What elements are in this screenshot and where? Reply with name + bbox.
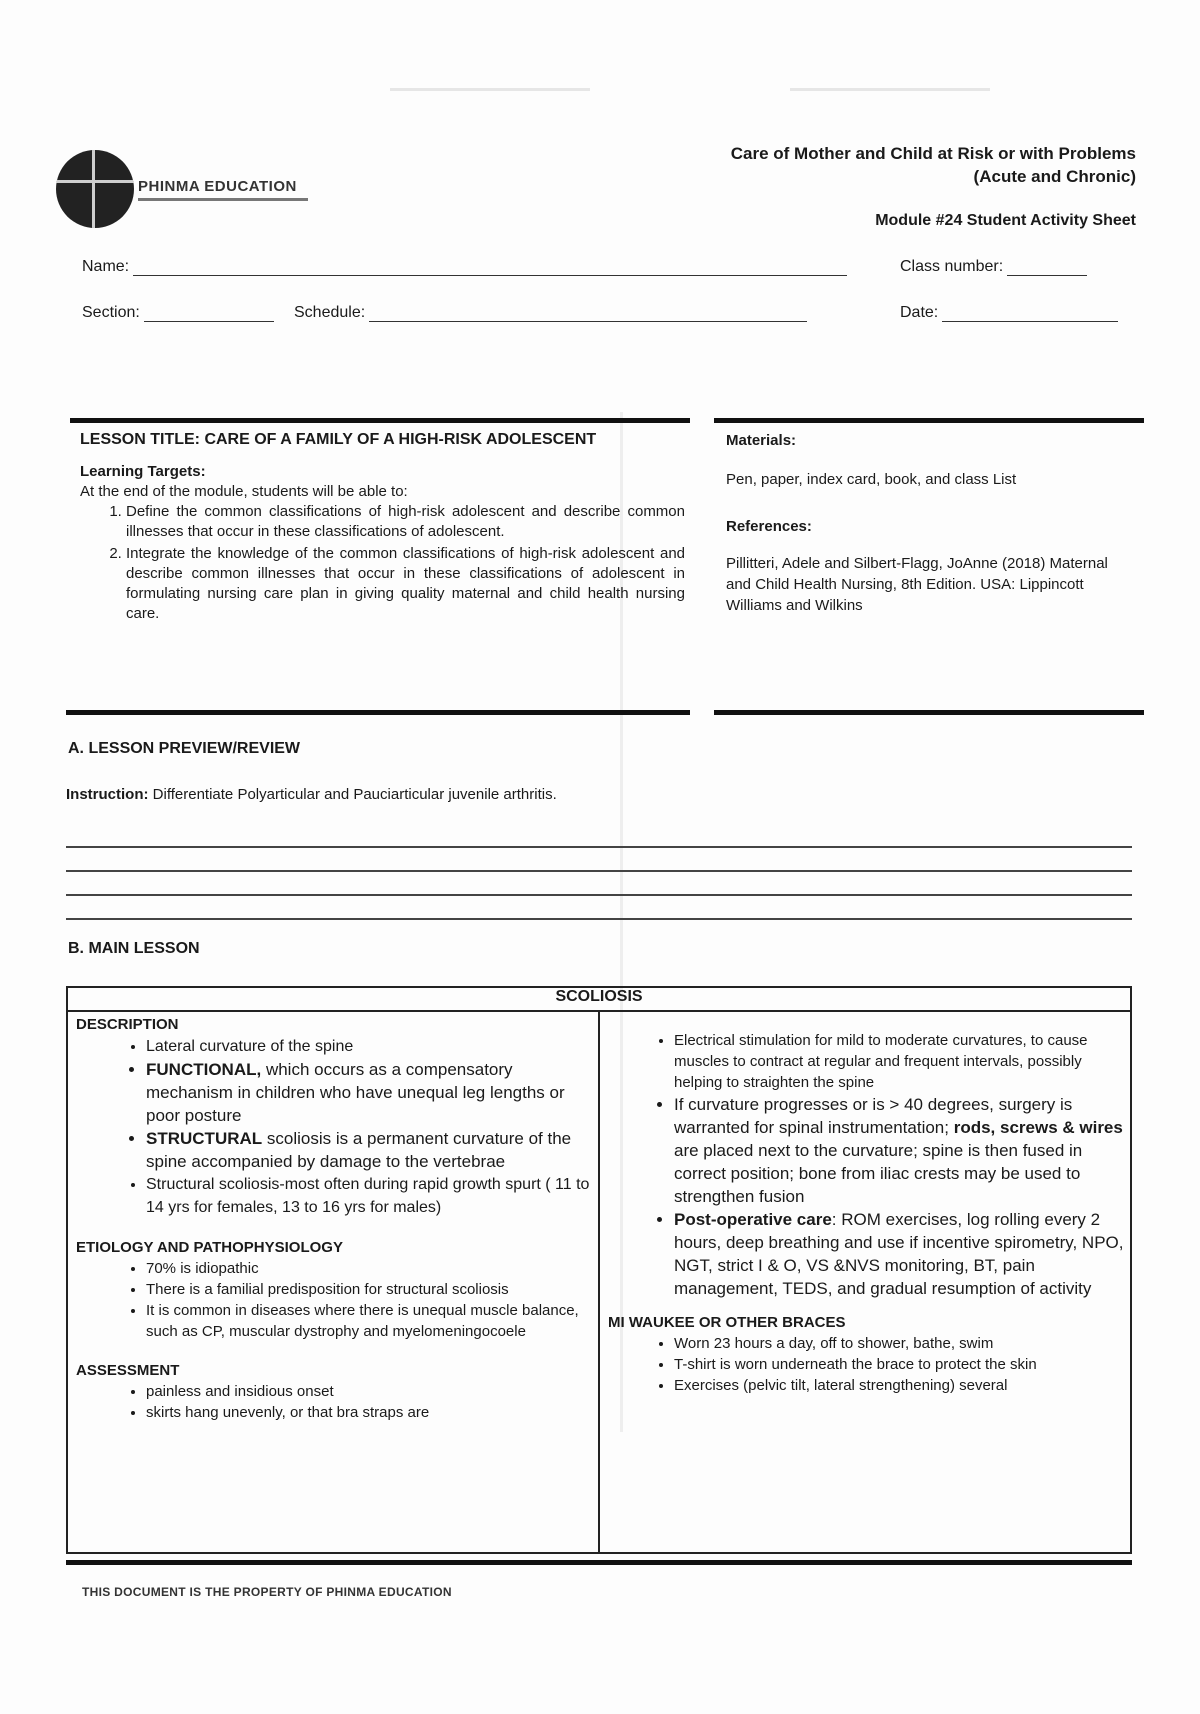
description-list [68,1035,598,1219]
materials-box [726,430,1132,616]
braces-heading: MI WAUKEE OR OTHER BRACES [608,1314,846,1331]
instruction-label: Instruction: [66,786,149,803]
treatment-item: • Post-operative care: ROM exercises, log rolling every 2 hours, deep breathing and use if incentive spirometry, NPO, NGT, strict I & O, VS &NVS monitoring, BT, pain management, TEDS, and gradual resumption of activity [674,1208,1130,1300]
section-b-heading: B. MAIN LESSON [68,940,200,957]
learning-targets-heading: Learning Targets: [80,463,206,480]
schedule-line[interactable] [369,305,807,322]
description-item: • Structural scoliosis-most often during rapid growth spurt ( 11 to 14 yrs for females, 13 to 16 yrs for males) [146,1173,598,1219]
scoliosis-table [66,986,1132,1554]
section-line[interactable] [144,305,274,322]
etiology-list [68,1258,598,1342]
logo-emblem-icon [56,150,134,228]
lesson-title: LESSON TITLE: CARE OF A FAMILY OF A HIGH-RISK ADOLESCENT [80,431,597,448]
braces-list [600,1333,1130,1396]
assessment-heading: ASSESSMENT [76,1362,180,1379]
lesson-top-rule [70,418,690,423]
learning-target-item: 1. Define the common classifications of high-risk adolescent and describe common illnesses that occur in these classifications of adolescent. [126,502,685,542]
braces-item: • Exercises (pelvic tilt, lateral strengthening) several [674,1375,1130,1396]
footer-text: THIS DOCUMENT IS THE PROPERTY OF PHINMA EDUCATION [82,1585,452,1599]
materials-text: Pen, paper, index card, book, and class List [726,471,1017,488]
assessment-list [68,1381,598,1423]
materials-bottom-rule [714,710,1144,715]
learning-target-item: 2. Integrate the knowledge of the common classifications of high-risk adolescent and describe common illnesses that occur in these classifications of adolescent in formulating nursing care plan in giving quality maternal and child health nursing care. [126,544,685,624]
treatment-item: • Electrical stimulation for mild to moderate curvatures, to cause muscles to contract at regular and frequent intervals, possibly helping to straighten the spine [674,1030,1130,1093]
logo-subline [138,198,308,201]
phinma-logo [56,150,336,230]
date-line[interactable] [942,305,1118,322]
description-item: • STRUCTURAL scoliosis is a permanent curvature of the spine accompanied by damage to the vertebrae [146,1127,598,1173]
schedule-label: Schedule: [294,304,366,321]
schedule-field[interactable] [294,304,807,322]
description-item: • Lateral curvature of the spine [146,1035,598,1058]
class-number-field[interactable] [900,258,1087,276]
lesson-box [80,430,685,626]
name-label: Name: [82,258,130,275]
treatment-list [600,1030,1130,1300]
answer-line[interactable] [66,894,1132,896]
logo-text: PHINMA EDUCATION [138,178,297,195]
scoliosis-left-column [67,1011,599,1553]
module-title: Module #24 Student Activity Sheet [875,212,1136,229]
etiology-item: • 70% is idiopathic [146,1258,598,1279]
class-number-line[interactable] [1007,259,1087,276]
section-a-instruction [66,786,557,803]
materials-top-rule [714,418,1144,423]
date-label: Date: [900,304,939,321]
learning-targets-list [80,502,685,624]
section-label: Section: [82,304,140,321]
lesson-bottom-rule [66,710,690,715]
assessment-item: • painless and insidious onset [146,1381,598,1402]
table-bottom-rule [66,1560,1132,1565]
description-heading: DESCRIPTION [76,1016,179,1033]
section-field[interactable] [82,304,274,322]
bleed-mark [790,88,990,91]
materials-heading: Materials: [726,432,797,449]
description-item: • FUNCTIONAL, which occurs as a compensatory mechanism in children who have unequal leg lengths or poor posture [146,1058,598,1127]
scoliosis-right-column [599,1011,1131,1553]
answer-line[interactable] [66,870,1132,872]
learning-targets-intro: At the end of the module, students will be able to: [80,483,408,500]
answer-line[interactable] [66,918,1132,920]
scoliosis-title: SCOLIOSIS [67,987,1131,1011]
references-text: Pillitteri, Adele and Silbert-Flagg, JoAnne (2018) Maternal and Child Health Nursing, 8th Edition. USA: Lippincott Williams and Wilkins [726,555,1108,614]
instruction-text: Differentiate Polyarticular and Pauciarticular juvenile arthritis. [152,786,557,803]
braces-item: • T-shirt is worn underneath the brace to protect the skin [674,1354,1130,1375]
assessment-item: • skirts hang unevenly, or that bra straps are [146,1402,598,1423]
name-field[interactable] [82,258,847,276]
name-line[interactable] [133,259,847,276]
references-heading: References: [726,518,812,535]
braces-item: • Worn 23 hours a day, off to shower, bathe, swim [674,1333,1130,1354]
etiology-item: • It is common in diseases where there is unequal muscle balance, such as CP, muscular dystrophy and myelomeningocoele [146,1300,598,1342]
course-title: Care of Mother and Child at Risk or with Problems (Acute and Chronic) [730,144,1136,186]
etiology-item: • There is a familial predisposition for structural scoliosis [146,1279,598,1300]
bleed-mark [390,88,590,91]
section-a-heading: A. LESSON PREVIEW/REVIEW [68,740,301,757]
date-field[interactable] [900,304,1118,322]
etiology-heading: ETIOLOGY AND PATHOPHYSIOLOGY [76,1239,343,1256]
treatment-item: • If curvature progresses or is > 40 degrees, surgery is warranted for spinal instrumentation; rods, screws & wires are placed next to the curvature; spine is then fused in correct position; bone from iliac crests may be used to strengthen fusion [674,1093,1130,1208]
answer-line[interactable] [66,846,1132,848]
class-number-label: Class number: [900,258,1004,275]
